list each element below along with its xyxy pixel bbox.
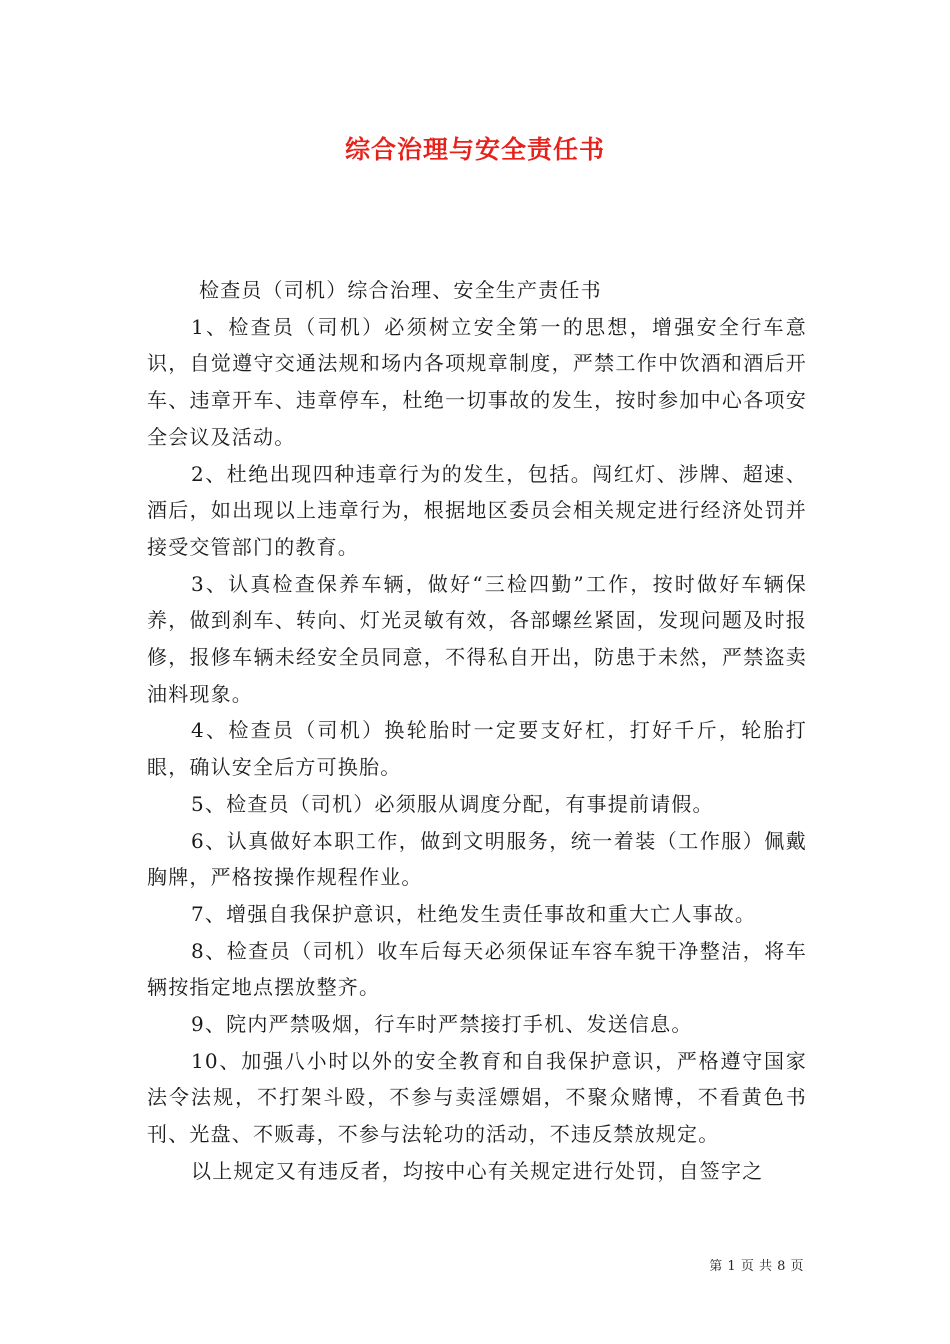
- paragraph-7: 7、增强自我保护意识，杜绝发生责任事故和重大亡人事故。: [191, 901, 757, 926]
- paragraph-8: 8、检查员（司机）收车后每天必须保证车容车貌干净整洁，将车辆按指定地点摆放整齐。: [147, 938, 807, 1000]
- paragraph-9: 9、院内严禁吸烟，行车时严禁接打手机、发送信息。: [191, 1012, 693, 1037]
- paragraph-3: 3、认真检查保养车辆，做好“三检四勤”工作，按时做好车辆保养，做到刹车、转向、灯光灵敏有效，各部螺丝紧固，发现问题及时报修，报修车辆未经安全员同意，不得私自开出，防患于未然，严禁盗卖油料现象。: [147, 571, 807, 706]
- paragraph-closing: 以上规定又有违反者，均按中心有关规定进行处罚，自签字之: [191, 1158, 764, 1183]
- page-number: 第 1 页 共 8 页: [709, 1259, 804, 1274]
- document-title: 综合治理与安全责任书: [344, 135, 605, 164]
- paragraph-10: 10、加强八小时以外的安全教育和自我保护意识，严格遵守国家法令法规，不打架斗殴，不参与卖淫嫖娼，不聚众赌博，不看黄色书刊、光盘、不贩毒，不参与法轮功的活动，不违反禁放规定。: [147, 1048, 807, 1147]
- document-subheading: 检查员（司机）综合治理、安全生产责任书: [199, 278, 602, 302]
- document-body: [147, 272, 807, 1190]
- paragraph-1: 1、检查员（司机）必须树立安全第一的思想，增强安全行车意识，自觉遵守交通法规和场内各项规章制度，严禁工作中饮酒和酒后开车、违章开车、违章停车，杜绝一切事故的发生，按时参加中心各项安全会议及活动。: [147, 314, 807, 449]
- paragraph-6: 6、认真做好本职工作，做到文明服务，统一着装（工作服）佩戴胸牌，严格按操作规程作业。: [147, 828, 807, 890]
- paragraph-4: 4、检查员（司机）换轮胎时一定要支好杠，打好千斤，轮胎打眼，确认安全后方可换胎。: [147, 718, 807, 780]
- paragraph-2: 2、杜绝出现四种违章行为的发生，包括。闯红灯、涉牌、超速、酒后，如出现以上违章行为，根据地区委员会相关规定进行经济处罚并接受交管部门的教育。: [147, 461, 807, 559]
- paragraph-5: 5、检查员（司机）必须服从调度分配，有事提前请假。: [191, 791, 714, 816]
